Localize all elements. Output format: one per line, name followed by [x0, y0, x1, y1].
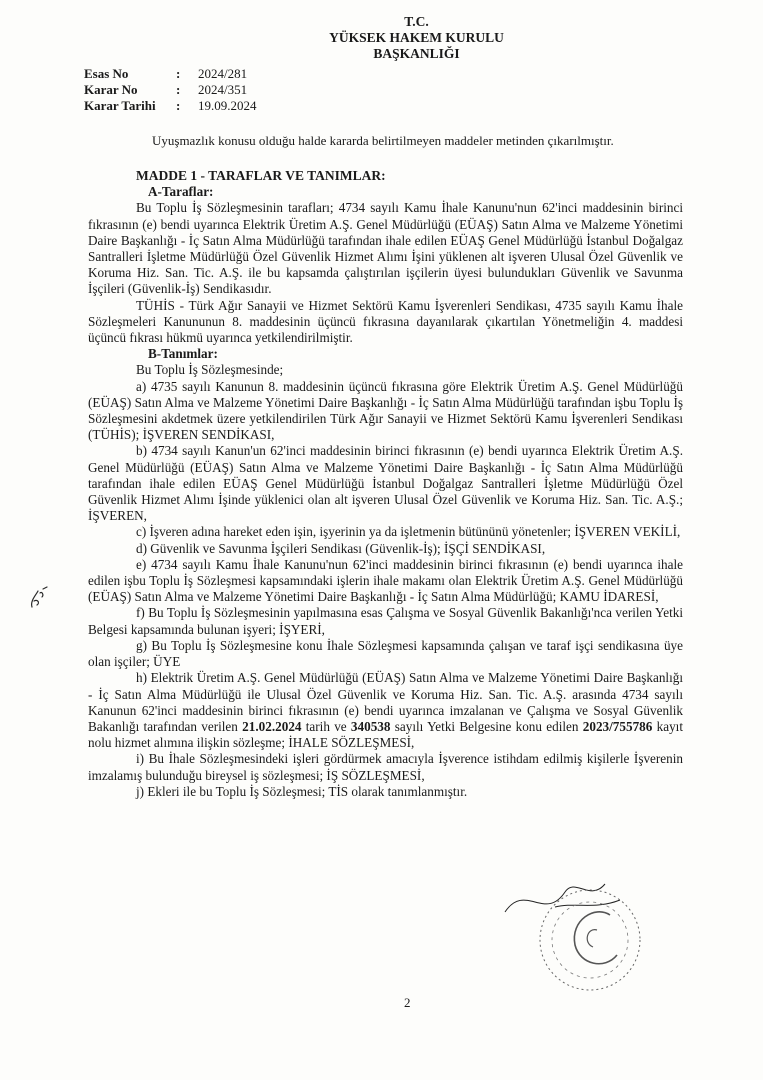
article-body [88, 168, 683, 800]
definition-h-text-3: sayılı Yetki Belgesine konu edilen [390, 718, 583, 734]
tarih-value: 19.09.2024 [198, 98, 257, 113]
esas-row [84, 66, 257, 82]
official-seal-icon [535, 885, 645, 995]
case-meta [84, 66, 257, 114]
definition-f: f) Bu Toplu İş Sözleşmesinin yapılmasına esas Çalışma ve Sosyal Güvenlik Bakanlığı'nca verilen Yetki Belgesi kapsamında bulunan işyeri; İŞYERİ, [88, 605, 683, 637]
definition-b: b) 4734 sayılı Kanun'un 62'inci maddesinin birinci fıkrasının (e) bendi uyarınca Elektrik Üretim A.Ş. Genel Müdürlüğü (EÜAŞ) Satın Alma ve Malzeme Yönetimi Daire Başkanlığı - İç Satın Alma Müdürlüğü tarafından ihale edilen EÜAŞ Genel Müdürlüğü İstanbul Doğalgaz Santralleri İşletme Müdürlüğü Özel Güvenlik Hizmet Alımı İşinde yüklenici olan alt işveren Ulusal Özel Güvenlik ve Koruma Hiz. San. Tic. A.Ş.; İŞVEREN, [88, 443, 683, 524]
definition-h-text-4: kayıt nolu hizmet alımına ilişkin sözleşme; İHALE SÖZLEŞMESİ, [88, 718, 683, 751]
handwritten-margin-note-icon [28, 585, 50, 613]
omission-note: Uyuşmazlık konusu olduğu halde kararda belirtilmeyen maddeler metinden çıkarılmıştır. [152, 133, 614, 148]
definition-i: i) Bu İhale Sözleşmesindeki işleri gördürmek amacıyla İşverence istihdam edilmiş kişilerle İşverenin imzalamış bulunduğu bireysel iş sözleşmesi; İŞ SÖZLEŞMESİ, [88, 751, 683, 783]
definition-h-text: h) Elektrik Üretim A.Ş. Genel Müdürlüğü (EÜAŞ) Satın Alma ve Malzeme Yönetimi Daire Başkanlığı - İç Satın Alma Müdürlüğü ile Ulusal Özel Güvenlik ve Koruma Hiz. San. Tic. A.Ş. arasında 4734 sayılı Kanunun 62'inci maddesinin birinci fıkrasının (e) bendi uyarınca imzalanan ve Çalışma ve Sosyal Güvenlik Bakanlığı tarafından verilen [88, 670, 683, 734]
definition-j: j) Ekleri ile bu Toplu İş Sözleşmesi; TİS olarak tanımlanmıştır. [136, 783, 468, 799]
definition-d: d) Güvenlik ve Savunma İşçileri Sendikası (Güvenlik-İş); İŞÇİ SENDİKASI, [136, 540, 546, 556]
esas-colon: : [176, 66, 181, 81]
definition-e: e) 4734 sayılı Kamu İhale Kanunu'nun 62'inci maddesinin birinci fıkrasının (e) bendi uyarınca ihale edilen işbu Toplu İş Sözleşmesi kapsamındaki işlerin ihale makamı olan Elektrik Üretim A.Ş. Genel Müdürlüğü (EÜAŞ) Satın Alma ve Malzeme Yönetimi Daire Başkanlığı - İç Satın Alma Müdürlüğü; KAMU İDARESİ, [88, 556, 683, 605]
taraflar-title: A-Taraflar: [148, 184, 214, 200]
page-number: 2 [404, 995, 411, 1010]
tarih-row [84, 98, 257, 114]
definition-h-date: 21.02.2024 [242, 718, 302, 734]
definition-a: a) 4735 sayılı Kanunun 8. maddesinin üçüncü fıkrasına göre Elektrik Üretim A.Ş. Genel Müdürlüğü (EÜAŞ) Satın Alma ve Malzeme Yönetimi Daire Başkanlığı - İç Satın Alma Müdürlüğü tarafından işbu Toplu İş Sözleşmesini akdetmek üzere yetkilendirilen Türk Ağır Sanayii ve Hizmet Sektörü Kamu İşverenleri Sendikası (TÜHİS); İŞVEREN SENDİKASI, [88, 378, 683, 443]
header-line-baskanlik: BAŞKANLIĞI [373, 46, 460, 61]
taraflar-paragraph-1: Bu Toplu İş Sözleşmesinin tarafları; 4734 sayılı Kamu İhale Kanunu'nun 62'inci maddesinin birinci fıkrasının (e) bendi uyarınca Elektrik Üretim A.Ş. Genel Müdürlüğü (EÜAŞ) Satın Alma ve Malzeme Yönetimi Daire Başkanlığı - İç Satın Alma Müdürlüğü tarafından ihale edilen EÜAŞ Genel Müdürlüğü İstanbul Doğalgaz Santralleri İşletme Müdürlüğü Özel Güvenlik Hizmet Alımı İşini yüklenen alt işveren Ulusal Özel Güvenlik ve Koruma Hiz. San. Tic. A.Ş. ile bu kapsamda çalıştırılan işçilerin üyesi bulundukları Güvenlik ve Savunma İşçileri (Güvenlik-İş) Sendikasıdır. [88, 200, 683, 297]
tanimlar-title: B-Tanımlar: [148, 346, 218, 362]
header-line-kurul: YÜKSEK HAKEM KURULU [329, 30, 504, 45]
karar-label: Karar No [84, 82, 138, 97]
article-heading: MADDE 1 - TARAFLAR VE TANIMLAR: [136, 168, 386, 183]
karar-row [84, 82, 257, 98]
definition-h-number: 340538 [350, 718, 391, 734]
definition-c: c) İşveren adına hareket eden işin, işyerinin ya da işletmenin bütününü yönetenler; İŞVEREN VEKİLİ, [136, 524, 681, 540]
taraflar-paragraph-2: TÜHİS - Türk Ağır Sanayii ve Hizmet Sektörü Kamu İşverenleri Sendikası, 4735 sayılı Kamu İhale Sözleşmeleri Kanununun 8. maddesinin üçüncü fıkrasına dayanılarak çıkartılan Yönetmeliğin 4. maddesi üçüncü fıkrası hükmü uyarınca yetkilendirilmiştir. [88, 297, 683, 346]
tarih-colon: : [176, 98, 181, 113]
document-header [0, 14, 763, 62]
karar-colon: : [176, 82, 181, 97]
tanimlar-intro: Bu Toplu İş Sözleşmesinde; [136, 362, 284, 378]
definition-h [88, 670, 683, 751]
karar-value: 2024/351 [198, 82, 248, 97]
esas-label: Esas No [84, 66, 129, 81]
tarih-label: Karar Tarihi [84, 98, 156, 113]
esas-value: 2024/281 [198, 66, 248, 81]
definition-g: g) Bu Toplu İş Sözleşmesine konu İhale Sözleşmesi kapsamında çalışan ve taraf işçi sendikasına üye olan işçiler; ÜYE [88, 637, 683, 670]
header-line-tc: T.C. [404, 14, 429, 29]
definition-h-registry: 2023/755786 [582, 718, 653, 734]
definition-h-text-2: tarih ve [301, 718, 351, 734]
